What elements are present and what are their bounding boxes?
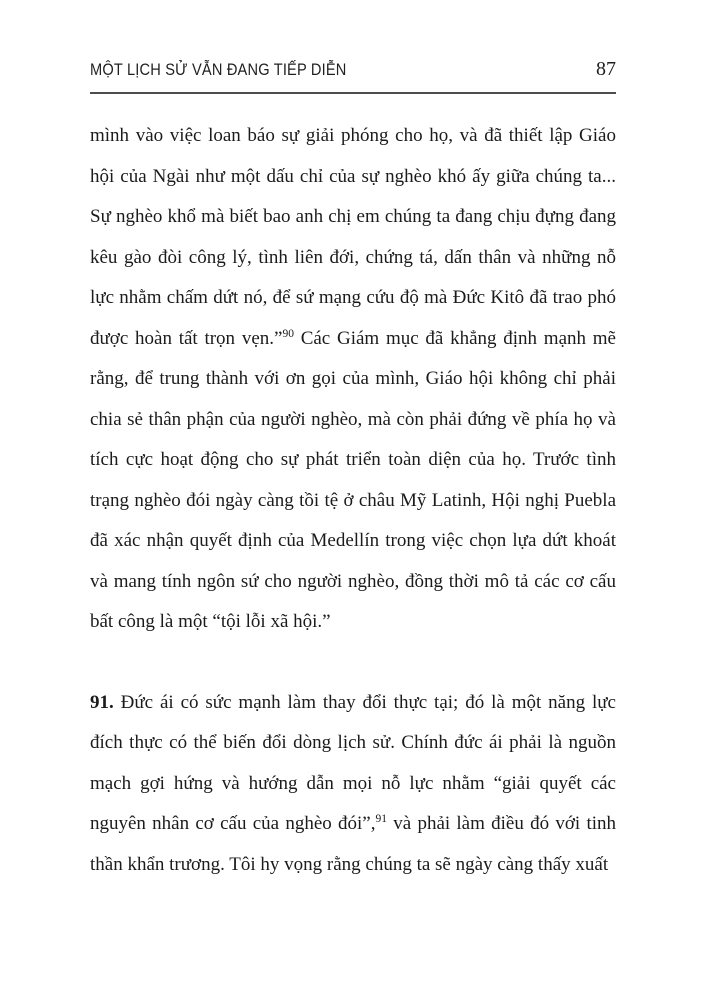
- paragraph-2-text-after-note: và phải làm điều đó với tinh thần khẩn trương. Tôi hy vọng rằng chúng ta sẽ ngày càng thấy xuất: [90, 813, 616, 875]
- paragraph-continuation: [90, 116, 616, 643]
- paragraph-91: [90, 683, 616, 886]
- header-rule: [90, 92, 616, 94]
- paragraph-2-text-before-note: Đức ái có sức mạnh làm thay đổi thực tại; đó là một năng lực đích thực có thể biến đổi dòng lịch sử. Chính đức ái phải là nguồn mạch gợi hứng và hướng dẫn mọi nỗ lực nhằm “giải quyết các nguyên nhân cơ cấu của nghèo đói”,: [90, 691, 616, 834]
- page-header: [90, 58, 616, 81]
- page-number: 87: [596, 58, 616, 80]
- body-text: [90, 116, 616, 885]
- footnote-ref-91: 91: [375, 813, 387, 825]
- running-title: MỘT LỊCH SỬ VẪN ĐANG TIẾP DIỄN: [90, 60, 347, 79]
- footnote-ref-90: 90: [282, 327, 294, 340]
- paragraph-1-text-after-note: Các Giám mục đã khẳng định mạnh mẽ rằng, để trung thành với ơn gọi của mình, Giáo hội không chỉ phải chia sẻ thân phận của người nghèo, mà còn phải đứng về phía họ và tích cực hoạt động cho sự phát triển toàn diện của họ. Trước tình trạng nghèo đói ngày càng tồi tệ ở châu Mỹ Latinh, Hội nghị Puebla đã xác nhận quyết định của Medellín trong việc chọn lựa dứt khoát và mang tính ngôn sứ cho người nghèo, đồng thời mô tả các cơ cấu bất công là một “tội lỗi xã hội.”: [90, 327, 616, 632]
- paragraph-1-text-before-note: mình vào việc loan báo sự giải phóng cho họ, và đã thiết lập Giáo hội của Ngài như một dấu chỉ của sự nghèo khó ấy giữa chúng ta... Sự nghèo khổ mà biết bao anh chị em chúng ta đang chịu đựng đang kêu gào đòi công lý, tình liên đới, chứng tá, dấn thân và những nỗ lực nhằm chấm dứt nó, để sứ mạng cứu độ mà Đức Kitô đã trao phó được hoàn tất trọn vẹn.”: [90, 125, 616, 349]
- section-number: 91.: [90, 691, 114, 713]
